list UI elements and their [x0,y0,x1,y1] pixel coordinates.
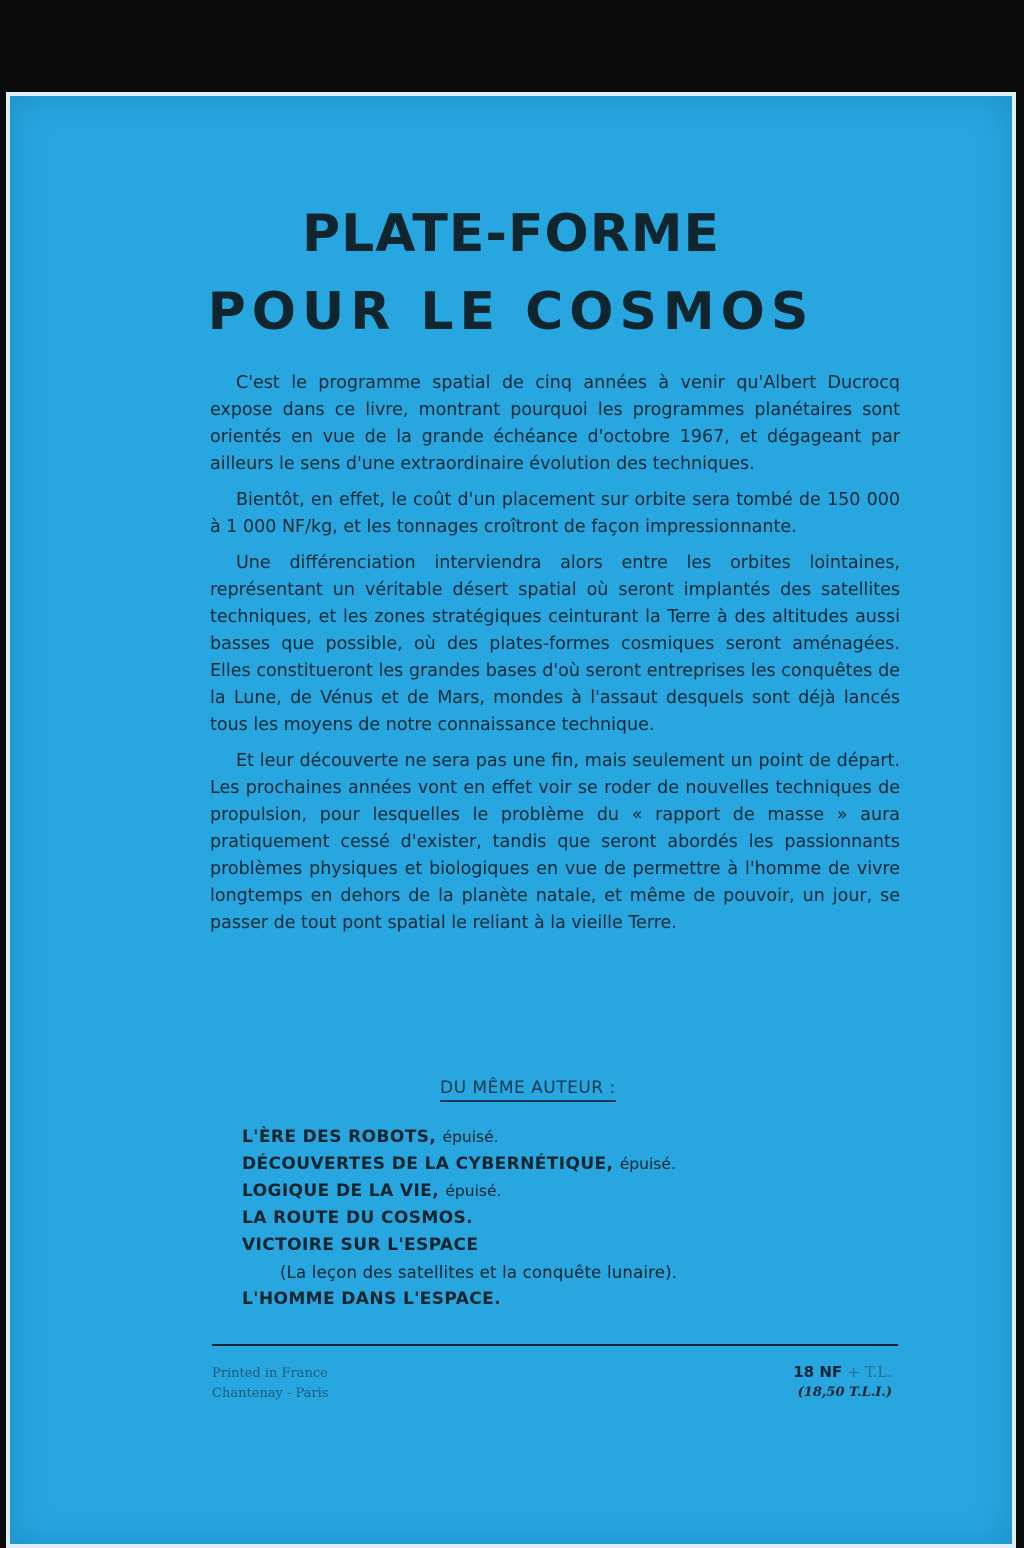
imprint-line: Chantenay - Paris [212,1386,329,1401]
price-value: 18 NF [793,1363,843,1381]
printer-imprint [212,1364,328,1404]
work-subtitle: (La leçon des satellites et la conquête lunaire). [280,1263,678,1282]
blurb-paragraph: Et leur découverte ne sera pas une fin, mais seulement un point de départ. Les prochaines années vont en effet voir se roder de nouvelles techniques de propulsion, pour lesquelles le problème du « rapport de masse » aura pratiquement cessé d'exister, tandis que seront abordés les passionnants problèmes physiques et biologiques en vue de permettre à l'homme de vivre longtemps en dehors de la planète natale, et même de pouvoir, un jour, se passer de tout pont spatial le reliant à la vieille Terre. [210,751,900,933]
title-line-2: POUR LE COSMOS [207,282,815,342]
work-title: L'HOMME DANS L'ESPACE. [242,1289,502,1309]
title-line-1: PLATE-FORME [301,204,721,264]
same-author-heading: DU MÊME AUTEUR : [440,1078,616,1102]
work-title: L'ÈRE DES ROBOTS, [242,1127,437,1147]
work-item [242,1232,862,1259]
divider-rule [212,1344,898,1346]
work-item [242,1286,862,1313]
work-note: épuisé. [442,1128,499,1146]
work-item [242,1124,862,1151]
work-title: VICTOIRE SUR L'ESPACE [242,1235,479,1255]
work-title: LOGIQUE DE LA VIE, [242,1181,440,1201]
work-title: LA ROUTE DU COSMOS. [242,1208,474,1228]
price-block [793,1362,892,1403]
book-back-cover [6,92,1016,1548]
works-list [242,1124,862,1313]
blurb-paragraph: Bientôt, en effet, le coût d'un placement sur orbite sera tombé de 150 000 à 1 000 NF/kg, et les tonnages croîtront de façon impressionnante. [210,490,900,537]
price-tax: + T.L. [847,1363,892,1381]
work-note: épuisé. [619,1155,676,1173]
work-item [242,1205,862,1232]
imprint-line: Printed in France [212,1366,328,1381]
work-item [242,1178,862,1205]
work-item [242,1151,862,1178]
blurb [210,370,900,946]
blurb-paragraph: Une différenciation interviendra alors entre les orbites lointaines, représentant un véritable désert spatial où seront implantés des satellites techniques, et les zones stratégiques ceinturant la Terre à des altitudes aussi basses que possible, où des plates-formes cosmiques seront aménagées. Elles constitueront les grandes bases d'où seront entreprises les conquêtes de la Lune, de Vénus et de Mars, mondes à l'assaut desquels sont déjà lancés tous les moyens de notre connaissance technique. [210,553,900,735]
work-note: épuisé. [445,1182,502,1200]
work-title: DÉCOUVERTES DE LA CYBERNÉTIQUE, [242,1154,614,1174]
price-main [793,1362,892,1383]
blurb-paragraph: C'est le programme spatial de cinq années à venir qu'Albert Ducrocq expose dans ce livre, montrant pourquoi les programmes planétaires sont orientés en vue de la grande échéance d'octobre 1967, et dégageant par ailleurs le sens d'une extraordinaire évolution des techniques. [210,373,900,474]
price-including-tax: (18,50 T.L.I.) [797,1385,892,1400]
